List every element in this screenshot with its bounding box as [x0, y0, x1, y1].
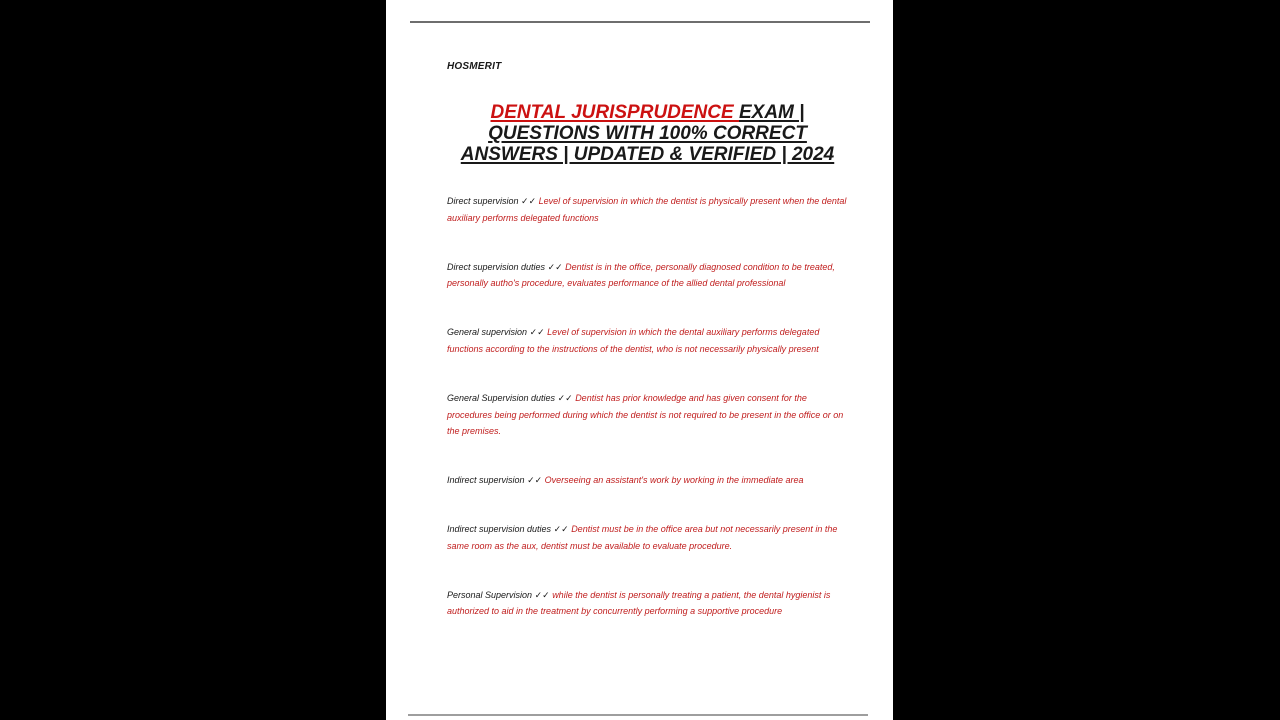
checkmarks: ✓✓ — [527, 475, 543, 486]
qa-list — [447, 193, 848, 652]
question-text: Direct supervision — [447, 196, 519, 206]
title-segment: ANSWERS | UPDATED & VERIFIED | 2024 — [460, 144, 835, 165]
qa-item — [447, 193, 848, 227]
qa-item — [447, 324, 848, 358]
question-text: Indirect supervision — [447, 475, 525, 486]
title-segment: DENTAL JURISPRUDENCE — [490, 102, 739, 123]
question-text: Personal Supervision — [447, 589, 533, 600]
checkmarks: ✓✓ — [547, 261, 563, 272]
checkmarks: ✓✓ — [534, 589, 550, 600]
question-text: Direct supervision duties — [447, 261, 546, 272]
answer-text: Dentist has prior knowledge and has given consent for the procedures being performed during which the dentist is not required to be present in the office or on the premises. — [447, 392, 844, 437]
qa-item — [447, 521, 848, 555]
question-text: General Supervision duties — [447, 392, 556, 403]
checkmarks: ✓✓ — [529, 327, 545, 338]
checkmarks: ✓✓ — [557, 392, 573, 403]
title-line — [447, 123, 848, 144]
answer-text: Level of supervision in which the dentist is physically present when the dental auxiliary performs delegated functions — [447, 196, 847, 223]
qa-item — [447, 259, 848, 293]
answer-text: Dentist is in the office, personally diagnosed condition to be treated, personally autho's procedure, evaluates performance of the allied dental professional — [447, 261, 835, 289]
title-segment: QUESTIONS WITH 100% CORRECT — [488, 123, 807, 144]
footer-rule — [408, 714, 868, 716]
qa-item — [447, 390, 848, 440]
brand-name: HOSMERIT — [447, 61, 502, 72]
checkmarks: ✓✓ — [553, 523, 569, 534]
qa-item — [447, 587, 848, 621]
question-text: General supervision — [447, 327, 528, 338]
title-segment: EXAM | — [738, 102, 805, 123]
qa-item — [447, 472, 848, 489]
title-line — [447, 144, 848, 165]
checkmarks: ✓✓ — [521, 196, 537, 206]
document-title — [447, 102, 848, 165]
answer-text: Level of supervision in which the dental auxiliary performs delegated functions according to the instructions of the dentist, who is not necessarily physically present — [447, 327, 820, 354]
header-rule — [410, 21, 870, 23]
answer-text: while the dentist is personally treating a patient, the dental hygienist is authorized to aid in the treatment by concurrently performing a supportive procedure — [447, 589, 831, 617]
answer-text: Dentist must be in the office area but not necessarily present in the same room as the aux, dentist must be available to evaluate procedure. — [447, 523, 838, 551]
answer-text: Overseeing an assistant's work by working in the immediate area — [544, 475, 804, 486]
title-line — [447, 102, 848, 123]
question-text: Indirect supervision duties — [447, 523, 552, 534]
document-page — [386, 0, 893, 720]
